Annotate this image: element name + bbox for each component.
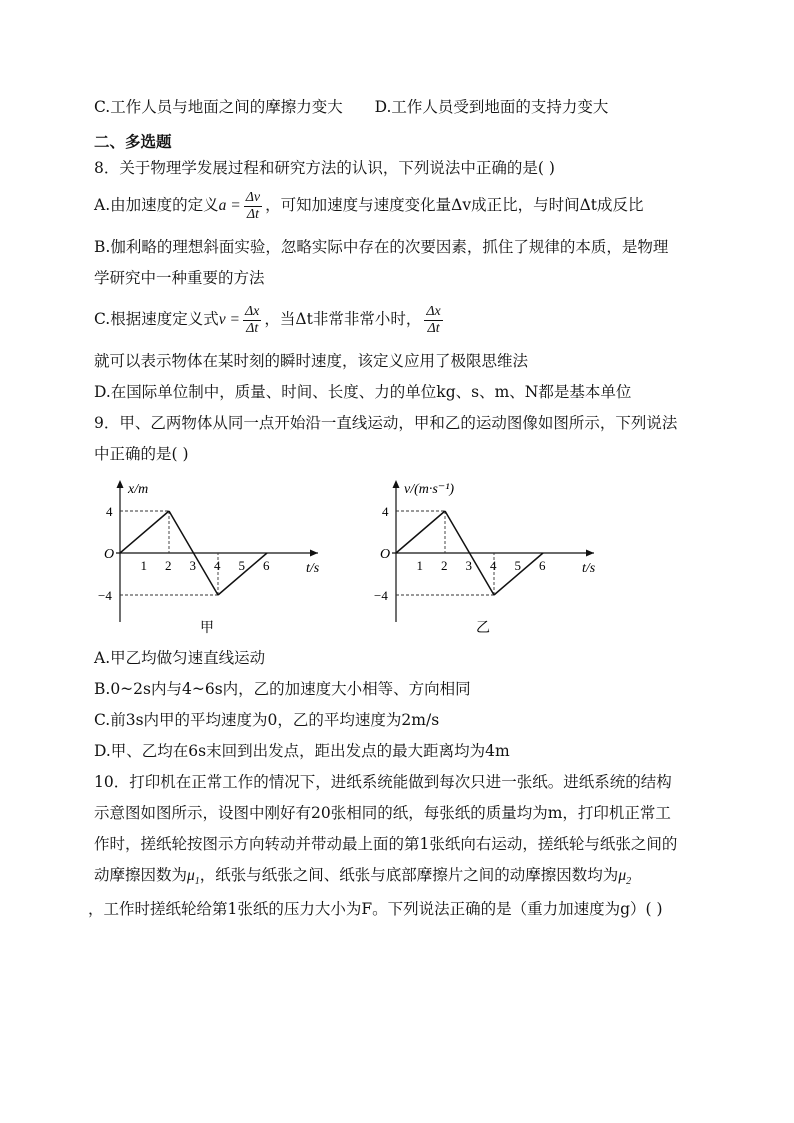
- series-segment: [120, 511, 169, 553]
- chart-caption: 甲: [200, 621, 214, 636]
- x-axis-arrow: [310, 550, 318, 557]
- x-tick-label: 6: [539, 558, 546, 573]
- q8-option-c-line2: 就可以表示物体在某时刻的瞬时速度，该定义应用了极限思维法: [94, 352, 529, 370]
- mu1-symbol: $\mu_1$: [187, 867, 200, 887]
- q9-option-b: B.0~2s内与4~6s内，乙的加速度大小相等、方向相同: [94, 680, 471, 698]
- q9-option-c: C.前3s内甲的平均速度为0，乙的平均速度为2m/s: [94, 711, 440, 729]
- x-tick-label: 2: [165, 558, 172, 573]
- x-axis-label: t/s: [306, 561, 320, 576]
- x-tick-label: 3: [189, 558, 196, 573]
- x-tick-label: 2: [441, 558, 448, 573]
- q10-line1: 10．打印机在正常工作的情况下，进纸系统能做到每次只进一张纸。进纸系统的结构: [94, 773, 672, 791]
- q10-line3: 作时，搓纸轮按图示方向转动并带动最上面的第1张纸向右运动，搓纸轮与纸张之间的: [94, 835, 678, 853]
- x-tick-label: 1: [140, 558, 147, 573]
- series-segment: [396, 511, 445, 553]
- q8-a-fraction: $\frac{\Delta v}{\Delta t}$: [245, 190, 261, 222]
- x-tick-label: 3: [465, 558, 472, 573]
- origin-label: O: [104, 547, 115, 562]
- q10-line2: 示意图如图所示，设图中刚好有20张相同的纸，每张纸的质量均为m，打印机正常工: [94, 804, 671, 822]
- x-axis-arrow: [586, 550, 594, 557]
- chart-jia: [96, 474, 336, 639]
- x-tick-label: 4: [214, 558, 221, 573]
- q9-option-a: A.甲乙均做匀速直线运动: [94, 649, 266, 667]
- q8-option-d: D.在国际单位制中，质量、时间、长度、力的单位kg、s、m、N都是基本单位: [94, 383, 632, 401]
- q8-stem: 8．关于物理学发展过程和研究方法的认识，下列说法中正确的是( ): [94, 159, 555, 177]
- x-tick-label: 5: [238, 558, 245, 573]
- x-tick-label: 5: [514, 558, 521, 573]
- q7-option-c-line: [94, 97, 608, 117]
- q8-option-a: A.由加速度的定义a = $\frac{\Delta v}{\Delta t}$ ，可知加速度与速度变化量Δv成正比，与时间Δt成反比: [94, 190, 644, 222]
- q8-c-fraction: $\frac{\Delta x}{\Delta t}$: [244, 304, 260, 336]
- y-axis-label: x/m: [128, 482, 149, 497]
- x-axis-label: t/s: [582, 561, 596, 576]
- q8-option-b-line2: 学研究中一种重要的方法: [94, 269, 265, 287]
- x-tick-label: 4: [490, 558, 497, 573]
- origin-label: O: [380, 547, 391, 562]
- q7-option-d: D.工作人员受到地面的支持力变大: [374, 98, 609, 116]
- q8-option-b-line1: B.伽利略的理想斜面实验，忽略实际中存在的次要因素，抓住了规律的本质，是物理: [94, 238, 669, 256]
- x-tick-label: 6: [263, 558, 270, 573]
- section-title: 二、多选题: [94, 132, 172, 151]
- y-tick-label: 4: [382, 504, 389, 519]
- q10-line4: 动摩擦因数为$\mu_1$，纸张与纸张之间、纸张与底部摩擦片之间的动摩擦因数均为$\mu_2$: [94, 866, 632, 887]
- q8-c-fraction2: $\frac{\Delta x}{\Delta t}$: [426, 304, 441, 336]
- chart-caption: 乙: [476, 621, 490, 636]
- q9-option-d: D.甲、乙均在6s末回到出发点，距出发点的最大距离均为4m: [94, 742, 510, 760]
- q10-line5: ，工作时搓纸轮给第1张纸的压力大小为F。下列说法正确的是（重力加速度为g）( ): [88, 900, 663, 918]
- y-axis-arrow: [117, 480, 124, 488]
- q7-option-c: C.工作人员与地面之间的摩擦力变大: [94, 98, 343, 116]
- y-tick-label: −4: [98, 588, 112, 603]
- y-tick-label: 4: [106, 504, 113, 519]
- q9-stem-line2: 中正确的是( ): [94, 445, 189, 463]
- x-tick-label: 1: [416, 558, 423, 573]
- y-axis-label: v/(m·s⁻¹): [404, 482, 455, 497]
- q8-option-c: C.根据速度定义式v = $\frac{\Delta x}{\Delta t}$ ，当Δt非常非常小时， $\frac{\Delta x}{\Delta t}$: [94, 304, 441, 336]
- mu2-symbol: $\mu_2$: [618, 867, 632, 887]
- q9-stem-line1: 9．甲、乙两物体从同一点开始沿一直线运动，甲和乙的运动图像如图所示，下列说法: [94, 414, 678, 432]
- chart-yi: [372, 474, 612, 639]
- y-axis-arrow: [393, 480, 400, 488]
- y-tick-label: −4: [374, 588, 388, 603]
